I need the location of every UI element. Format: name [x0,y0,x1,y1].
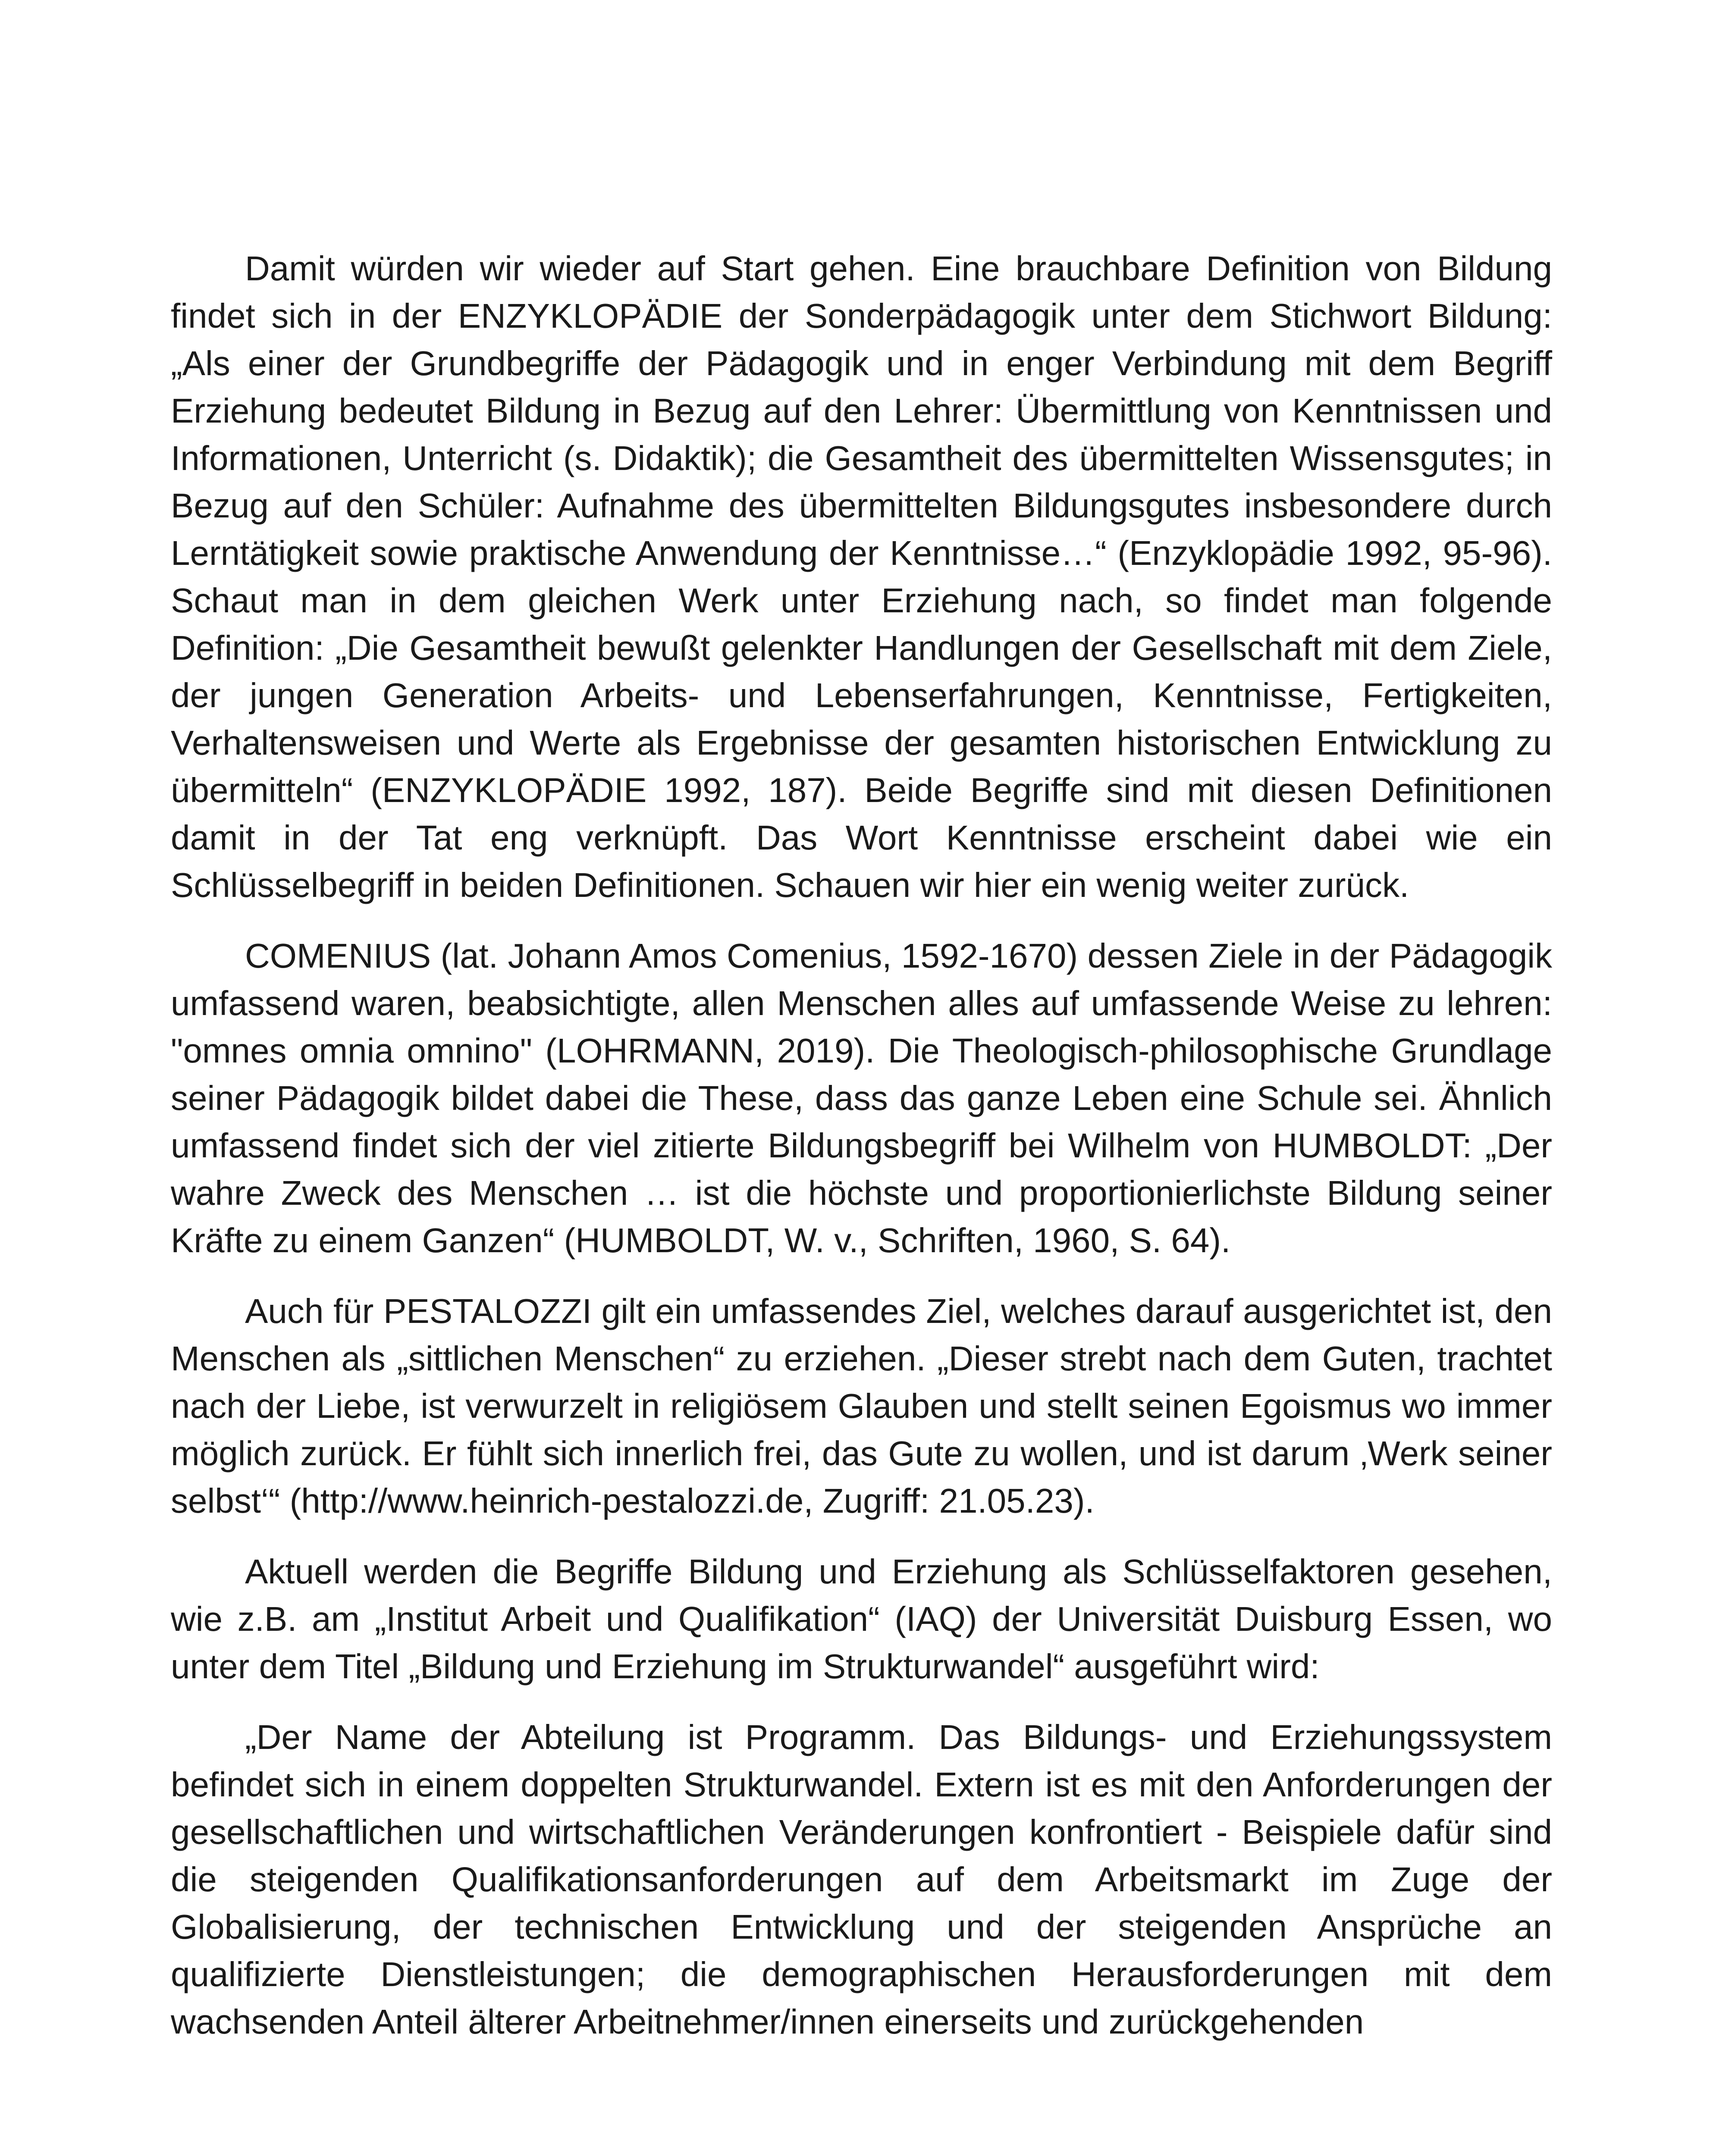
paragraph-comenius: COMENIUS (lat. Johann Amos Comenius, 1592-1670) dessen Ziele in der Pädagogik umfassend waren, beabsichtigte, allen Menschen alles auf umfassende Weise zu lehren: "omnes omnia omnino" (LOHRMANN, 2019). Die Theologisch-philosophische Grundlage seiner Pädagogik bildet dabei die These, dass das ganze Leben eine Schule sei. Ähnlich umfassend findet sich der viel zitierte Bildungsbegriff bei Wilhelm von HUMBOLDT: „Der wahre Zweck des Menschen … ist die höchste und proportionierlichste Bildung seiner Kräfte zu einem Ganzen“ (HUMBOLDT, W. v., Schriften, 1960, S. 64). [171,937,1552,1260]
paragraph-quote-strukturwandel: „Der Name der Abteilung ist Programm. Das Bildungs- und Erziehungssystem befindet sich in einem doppelten Strukturwandel. Extern ist es mit den Anforderungen der gesellschaftlichen und wirtschaftlichen Veränderungen konfrontiert - Beispiele dafür sind die steigenden Qualifikationsanforderungen auf dem Arbeitsmarkt im Zuge der Globalisierung, der technischen Entwicklung und der steigenden Ansprüche an qualifizierte Dienstleistungen; die demographischen Herausforderungen mit dem wachsenden Anteil älterer Arbeitnehmer/innen einerseits und zurückgehenden [171,1718,1552,2041]
body-text [171,245,1552,2069]
paragraph-bildung-definition: Damit würden wir wieder auf Start gehen. Eine brauchbare Definition von Bildung findet sich in der ENZYKLOPÄDIE der Sonderpädagogik unter dem Stichwort Bildung: „Als einer der Grundbegriffe der Pädagogik und in enger Verbindung mit dem Begriff Erziehung bedeutet Bildung in Bezug auf den Lehrer: Übermittlung von Kenntnissen und Informationen, Unterricht (s. Didaktik); die Gesamtheit des übermittelten Wissensgutes; in Bezug auf den Schüler: Aufnahme des übermittelten Bildungsgutes insbesondere durch Lerntätigkeit sowie praktische Anwendung der Kenntnisse…“ (Enzyklopädie 1992, 95-96). Schaut man in dem gleichen Werk unter Erziehung nach, so findet man folgende Definition: „Die Gesamtheit bewußt gelenkter Handlungen der Gesellschaft mit dem Ziele, der jungen Generation Arbeits- und Lebenserfahrungen, Kenntnisse, Fertigkeiten, Verhaltensweisen und Werte als Ergebnisse der gesamten historischen Entwicklung zu übermitteln“ (ENZYKLOPÄDIE 1992, 187). Beide Begriffe sind mit diesen Definitionen damit in der Tat eng verknüpft. Das Wort Kenntnisse erscheint dabei wie ein Schlüsselbegriff in beiden Definitionen. Schauen wir hier ein wenig weiter zurück. [171,249,1552,904]
paragraph-pestalozzi: Auch für PESTALOZZI gilt ein umfassendes Ziel, welches darauf ausgerichtet ist, den Menschen als „sittlichen Menschen“ zu erziehen. „Dieser strebt nach dem Guten, trachtet nach der Liebe, ist verwurzelt in religiösem Glauben und stellt seinen Egoismus wo immer möglich zurück. Er fühlt sich innerlich frei, das Gute zu wollen, und ist darum ‚Werk seiner selbst‘“ (http://www.heinrich-pestalozzi.de, Zugriff: 21.05.23). [171,1292,1552,1520]
paragraph-iaq: Aktuell werden die Begriffe Bildung und Erziehung als Schlüsselfaktoren gesehen, wie z.B. am „Institut Arbeit und Qualifikation“ (IAQ) der Universität Duisburg Essen, wo unter dem Titel „Bildung und Erziehung im Strukturwandel“ ausgeführt wird: [171,1552,1552,1686]
